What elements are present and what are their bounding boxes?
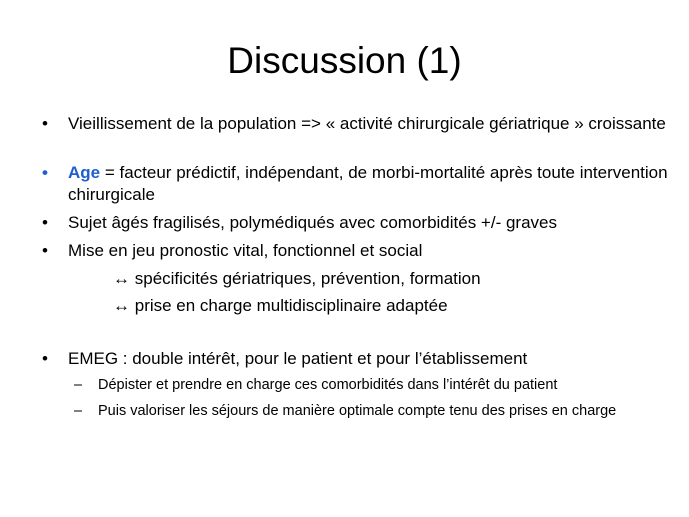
bullet-icon: •: [42, 241, 48, 260]
arrow-line: [113, 268, 673, 290]
bullet-item-emeg: [42, 348, 668, 370]
bullet-text: Sujet âgés fragilisés, polymédiqués avec comorbidités +/- graves: [68, 213, 557, 232]
bullet-text: Vieillissement de la population => « activité chirurgicale gériatrique » croissante: [68, 114, 666, 133]
dash-icon: –: [74, 403, 83, 419]
bullet-keyword: Age: [68, 163, 101, 182]
bullet-icon: •: [42, 163, 48, 182]
dash-icon: –: [74, 377, 83, 393]
arrow-line-text: prise en charge multidisciplinaire adaptée: [134, 296, 448, 315]
bullet-item: [42, 212, 668, 234]
bullet-item: [42, 162, 668, 206]
double-arrow-icon: ↔: [113, 296, 130, 315]
bullet-text: Mise en jeu pronostic vital, fonctionnel et social: [68, 241, 423, 260]
double-arrow-icon: ↔: [113, 269, 130, 288]
bullet-item: [42, 240, 668, 262]
bullet-icon: •: [42, 114, 48, 133]
arrow-line: [113, 295, 673, 317]
bullet-item: [42, 113, 668, 135]
sub-bullet-item: [74, 402, 668, 421]
slide-title: Discussion (1): [227, 40, 462, 81]
bullet-text: = facteur prédictif, indépendant, de morbi-mortalité après toute intervention chirurgicale: [68, 163, 668, 204]
arrow-line-text: spécificités gériatriques, prévention, formation: [134, 269, 481, 288]
bullet-icon: •: [42, 213, 48, 232]
sub-bullet-item: [74, 376, 668, 395]
bullet-text: EMEG : double intérêt, pour le patient et pour l’établissement: [68, 349, 528, 368]
bullet-icon: •: [42, 349, 48, 368]
sub-bullet-text: Puis valoriser les séjours de manière optimale compte tenu des prises en charge: [98, 403, 617, 419]
sub-bullet-text: Dépister et prendre en charge ces comorbidités dans l’intérêt du patient: [98, 377, 558, 393]
